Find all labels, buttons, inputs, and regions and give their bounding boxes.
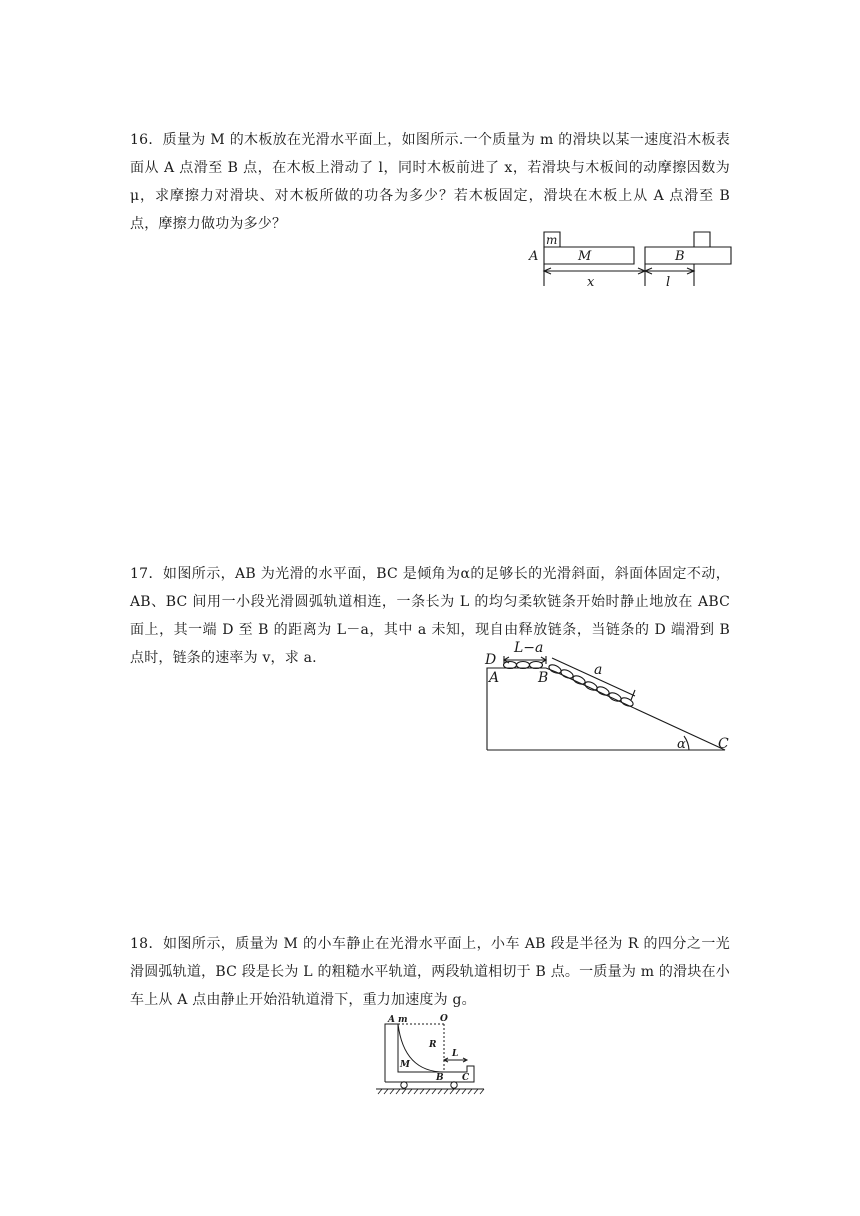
problem-16 [130,126,730,238]
fig18-label-M: M [400,1060,410,1070]
fig17-label-L-minus-a: L−a [514,640,544,656]
fig18-label-A: A [388,1015,395,1025]
fig17-label-A: A [489,670,500,686]
fig17-label-D: D [485,652,497,668]
figure-16-board-block [525,228,740,292]
fig16-label-m: m [546,233,558,247]
fig18-label-C: C [462,1073,470,1083]
fig18-label-B: B [436,1073,444,1083]
fig18-label-m: m [398,1015,408,1025]
figure-18-cart-track [374,1010,486,1098]
fig17-label-a: a [594,662,603,678]
fig18-label-O: O [440,1014,448,1024]
problem-17-text: 17．如图所示，AB 为光滑的水平面，BC 是倾角为α的足够长的光滑斜面，斜面体固定不动，AB、BC 间用一小段光滑圆弧轨道相连，一条长为 L 的均匀柔软链条开始时静止地放在 ABC 面上，其一端 D 至 B 的距离为 L－a，其中 a 未知，现自由释放链条，当链条的 D 端滑到 B 点时，链条的速率为 v，求 a. [130,566,730,666]
problem-16-text: 16．质量为 M 的木板放在光滑水平面上，如图所示.一个质量为 m 的滑块以某一速度沿木板表面从 A 点滑至 B 点，在木板上滑动了 l，同时木板前进了 x，若滑块与木板间的动摩擦因数为μ，求摩擦力对滑块、对木板所做的功各为多少？若木板固定，滑块在木板上从 A 点滑至 B 点，摩擦力做功为多少？ [130,132,730,232]
fig16-label-B: B [675,249,685,264]
fig17-label-B: B [538,670,549,686]
fig18-label-R: R [429,1040,437,1050]
problem-18-text: 18．如图所示，质量为 M 的小车静止在光滑水平面上，小车 AB 段是半径为 R 的四分之一光滑圆弧轨道，BC 段是长为 L 的粗糙水平轨道，两段轨道相切于 B 点。一质量为 m 的滑块在小车上从 A 点由静止开始沿轨道滑下，重力加速度为 g。 [130,936,730,1008]
fig17-label-C: C [718,736,729,752]
fig17-label-alpha: α [677,737,686,752]
fig16-label-A: A [529,249,539,264]
fig16-label-l: l [666,275,671,290]
problem-18 [130,930,730,1014]
figure-17-chain-incline [480,636,740,756]
fig16-label-M: M [578,249,592,264]
fig16-label-x: x [587,275,595,290]
fig18-label-L: L [452,1049,459,1059]
